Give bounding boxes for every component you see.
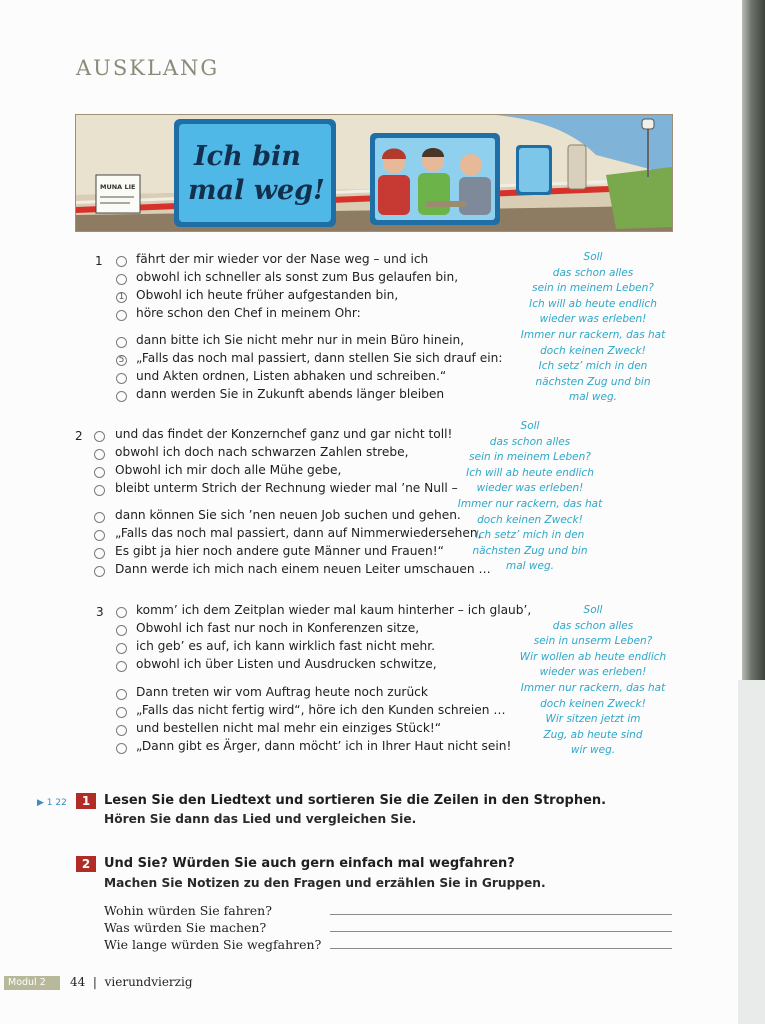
refrain-line: das schon alles: [552, 266, 634, 279]
refrain-line: Immer nur rackern, das hat: [520, 681, 666, 694]
refrain-line: nächsten Zug und bin: [472, 544, 588, 557]
order-circle[interactable]: [116, 707, 127, 718]
lyric-line: Obwohl ich fast nur noch in Konferenzen sitze,: [136, 621, 420, 635]
lyric-line: und das findet der Konzernchef ganz und gar nicht toll!: [115, 427, 453, 441]
lyric-line: „Falls das noch mal passiert, dann auf Nimmerwiedersehen,: [115, 526, 482, 540]
refrain-3: [518, 603, 668, 759]
page-footer: [70, 975, 193, 989]
lyric-line: Obwohl ich heute früher aufgestanden bin,: [136, 288, 399, 302]
order-circle[interactable]: [116, 689, 127, 700]
task-subinstruction: Machen Sie Notizen zu den Fragen und erzählen Sie in Gruppen.: [104, 876, 546, 890]
refrain-line: Immer nur rackern, das hat: [520, 328, 666, 341]
lyric-line: Es gibt ja hier noch andere gute Männer und Frauen!“: [115, 544, 444, 558]
lyric-line: ich geb’ es auf, ich kann wirklich fast nicht mehr.: [136, 639, 435, 653]
question: Was würden Sie machen?: [104, 920, 267, 935]
stanza-number: 3: [96, 605, 104, 619]
refrain-line: wieder was erleben!: [476, 482, 584, 495]
section-title: AUSKLANG: [76, 56, 220, 80]
order-circle[interactable]: [116, 256, 127, 267]
refrain-line: Wir sitzen jetzt im: [545, 713, 641, 726]
question: Wohin würden Sie fahren?: [104, 903, 272, 918]
order-circle[interactable]: [94, 566, 105, 577]
order-circle[interactable]: [116, 274, 127, 285]
refrain-line: das schon alles: [489, 435, 571, 448]
lyric-line: dann werden Sie in Zukunft abends länger bleiben: [136, 387, 445, 401]
lyric-line: fährt der mir wieder vor der Nase weg – und ich: [136, 252, 429, 266]
train-illustration: [75, 114, 673, 232]
order-circle[interactable]: [116, 743, 127, 754]
lyric-line: Obwohl ich mir doch alle Mühe gebe,: [115, 463, 342, 477]
stanza-number: 1: [95, 254, 103, 268]
answer-line[interactable]: [330, 948, 672, 949]
order-circle[interactable]: [116, 661, 127, 672]
order-circle[interactable]: [94, 512, 105, 523]
refrain-line: Soll: [583, 251, 603, 263]
lyric-line: „Falls das noch mal passiert, dann stellen Sie sich drauf ein:: [136, 351, 503, 365]
task-number-badge: 2: [76, 856, 96, 872]
refrain-line: mal weg.: [506, 560, 554, 573]
refrain-line: Ich setz’ mich in den: [538, 360, 648, 373]
lyric-line: Dann treten wir vom Auftrag heute noch zurück: [136, 685, 428, 699]
order-circle[interactable]: [94, 548, 105, 559]
task-instruction: Und Sie? Würden Sie auch gern einfach mal wegfahren?: [104, 856, 515, 871]
stanza-number: 2: [75, 429, 83, 443]
lyric-line: und bestellen nicht mal mehr ein einziges Stück!“: [136, 721, 442, 735]
play-icon: ▶: [37, 798, 44, 808]
order-circle[interactable]: [94, 530, 105, 541]
order-circle[interactable]: [94, 431, 105, 442]
lyric-line: und Akten ordnen, Listen abhaken und schreiben.“: [136, 369, 447, 383]
order-circle[interactable]: [116, 625, 127, 636]
page-number-word: vierundvierzig: [104, 975, 193, 989]
lyric-line: Dann werde ich mich nach einem neuen Leiter umschauen …: [115, 562, 491, 576]
refrain-line: das schon alles: [552, 619, 634, 632]
task-instruction: Lesen Sie den Liedtext und sortieren Sie die Zeilen in den Strophen.: [104, 793, 607, 808]
order-circle[interactable]: [116, 310, 127, 321]
refrain-line: wir weg.: [570, 744, 616, 757]
order-circle[interactable]: [116, 373, 127, 384]
refrain-line: nächsten Zug und bin: [535, 375, 651, 388]
refrain-line: Soll: [583, 604, 603, 616]
refrain-2: [455, 419, 605, 575]
task-number-badge: 1: [76, 793, 96, 809]
sign-line-1: Ich bin: [194, 141, 301, 172]
refrain-line: sein in meinem Leben?: [469, 451, 591, 464]
refrain-line: mal weg.: [569, 391, 617, 404]
refrain-line: doch keinen Zweck!: [540, 344, 646, 357]
lyric-line: obwohl ich doch nach schwarzen Zahlen strebe,: [115, 445, 409, 459]
refrain-line: Ich setz’ mich in den: [475, 529, 585, 542]
refrain-line: doch keinen Zweck!: [477, 513, 583, 526]
refrain-line: Zug, ab heute sind: [543, 728, 643, 741]
lyric-line: komm’ ich dem Zeitplan wieder mal kaum hinterher – ich glaub’,: [136, 603, 532, 617]
refrain-line: doch keinen Zweck!: [540, 697, 646, 710]
lyric-line: „Dann gibt es Ärger, dann möcht’ ich in Ihrer Haut nicht sein!: [136, 739, 512, 753]
refrain-line: wieder was erleben!: [539, 313, 647, 326]
order-circle[interactable]: [94, 467, 105, 478]
lyric-line: dann bitte ich Sie nicht mehr nur in mein Büro hinein,: [136, 333, 465, 347]
refrain-line: Immer nur rackern, das hat: [457, 497, 603, 510]
question: Wie lange würden Sie wegfahren?: [104, 937, 322, 952]
audio-track-marker[interactable]: [37, 798, 67, 808]
order-circle[interactable]: [94, 485, 105, 496]
order-circle[interactable]: 1: [116, 292, 127, 303]
sign-line-2: mal weg!: [188, 175, 325, 206]
refrain-line: sein in unserm Leben?: [533, 635, 653, 648]
lyric-line: dann können Sie sich ’nen neuen Job suchen und gehen.: [115, 508, 461, 522]
refrain-line: Ich will ab heute endlich: [466, 466, 594, 479]
order-circle[interactable]: 5: [116, 355, 127, 366]
refrain-line: Ich will ab heute endlich: [529, 297, 657, 310]
refrain-line: Wir wollen ab heute endlich: [519, 650, 667, 663]
refrain-1: [518, 250, 668, 406]
order-circle[interactable]: [116, 725, 127, 736]
answer-line[interactable]: [330, 914, 672, 915]
order-circle[interactable]: [116, 337, 127, 348]
module-label: Modul 2: [4, 976, 60, 990]
audio-track-number: 1 22: [46, 798, 67, 808]
order-circle[interactable]: [116, 607, 127, 618]
task-subinstruction: Hören Sie dann das Lied und vergleichen Sie.: [104, 812, 417, 826]
answer-line[interactable]: [330, 931, 672, 932]
lyric-line: „Falls das nicht fertig wird“, höre ich den Kunden schreien …: [136, 703, 506, 717]
notice-title: MUNA LIE: [100, 183, 136, 191]
order-circle[interactable]: [116, 391, 127, 402]
footer-separator: |: [92, 975, 97, 989]
page-edge-shadow: [738, 680, 765, 1024]
lyric-line: obwohl ich schneller als sonst zum Bus gelaufen bin,: [136, 270, 459, 284]
lyric-line: bleibt unterm Strich der Rechnung wieder mal ’ne Null –: [115, 481, 458, 495]
lyric-line: höre schon den Chef in meinem Ohr:: [136, 306, 361, 320]
page-number: 44: [70, 975, 86, 989]
refrain-line: Soll: [520, 420, 540, 432]
order-circle[interactable]: [116, 643, 127, 654]
order-circle[interactable]: [94, 449, 105, 460]
refrain-line: sein in meinem Leben?: [532, 282, 654, 295]
refrain-line: wieder was erleben!: [539, 666, 647, 679]
lyric-line: obwohl ich über Listen und Ausdrucken schwitze,: [136, 657, 437, 671]
